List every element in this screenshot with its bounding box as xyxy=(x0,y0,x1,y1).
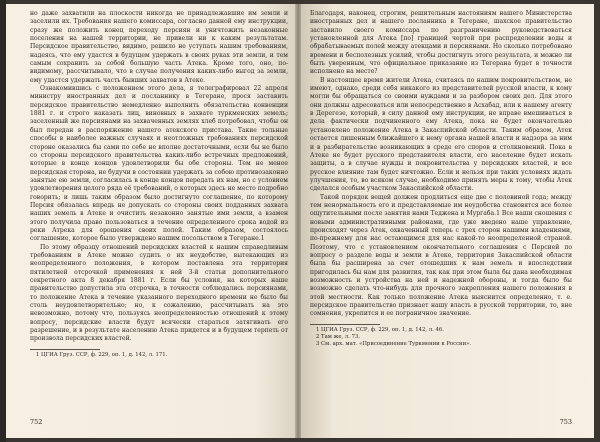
right-page-number: 753 xyxy=(559,418,572,426)
right-footnote-1: 1 ЦГИА Груз. ССР, ф. 229, оп. 1, д. 142, л. 46. xyxy=(316,326,444,333)
left-page xyxy=(6,4,298,438)
left-paragraph-3: По этому образцу отношений персидских властей к нашим справедливым требованиям в Атеке можно судить о их неудобстве, вытекающих из неопределенного положения, в котором поставлена эта территория пятилетней отсрочкой применения к ней 3-й статьи дополнительного секретного акта 8 декабря 1881 г. Если бы условия, на которых наше правительство допустила эта отсрочка, в точности соблюдались персиянами, то положение Атека в течение указанного переходного времени не было бы столь неудовлетворительно; но, к сожалению, рассчитывать на это невозможно, потому что, пользуясь неопределенностью отношений к этому вопросу, персидские власти будут всячески стараться затягивать его разрешение, и в результате населению Атека придется и в будущем терпеть от произвола персидских властей. xyxy=(30,243,288,343)
left-paragraph-1: но даже захватили на плоскости никогда не принадлежавшие им земли и заселили их. Требования нашего комиссара, согласно данной ему инструкции, сразу же положить конец переходу персиян и уничтожить незаконные поселения на нашей территории, не привели ни к каким результатам. Персидское правительство, видимо, решило не уступать нашим требованиям, надеясь, что ему удастся в будущем удержать в своих руках эти земли, и тем самым сохранить за собой большую часть Атека. Кроме того, оно, по-видимому, рассчитывало, что в случае получения каких-либо выгод за земли, ему удастся удержать часть бывших захватов в Атеке. xyxy=(30,10,288,84)
left-footnote: 1 ЦГИА Груз. ССР, ф. 229, оп. 1, д. 142, л. 171. xyxy=(36,351,168,358)
right-paragraph-1: Благодаря, наконец, строгим, решительным настояниям нашего Министерства иностранных дел и нашего посланника в Тегеране, шахское правительство заставило своего комиссара по разграничению руководствоваться установленной для Атека [по] границей чертой при распределении воды и обрабатываемых полей между атекцами и персиянами. Но сколько потребовано времени и бесполезных усилий, чтобы достигнуть этого результата, и можно ли быть уверенным, что официальное приказание из Тегерана будет в точности исполнено на месте? xyxy=(310,10,572,76)
left-page-body xyxy=(30,10,288,344)
right-footnote-2: 2 Там же, л. 73. xyxy=(316,333,361,340)
left-paragraph-2: Ознакомившись с положением этого дела, я телеграфировал 22 апреля министру иностранных дел и посланнику в Тегеране, прося заставить персидское правительство немедленно выполнить обязательства конвенции 1881 г. и строго наказать лиц, виновных в захвате туркменских земель; заселенный же персиянами на захваченных землях хлеб потребовал, чтобы он был передан в распоряжение нашего атекского пристава. Такие тольные способы в наиболее важных случаях и неотложных требованиях персидской стороне оказались бы сами по себе не вполне достаточными, если бы не было со стороны персидского правительства каких-либо встречных предложений, которые в конце концов удовлетворили бы обе стороны. Тем не менее персидская сторона, не будучи в состоянии удержать за собою противозаконно занятые ею земли, согласилась в конце концов передать их нам, но с условием удовлетворения целого ряда её требований, о которых здесь не место подробно говорить; и лишь таким образом было достигнуто соглашение, по которому Персия обязалась впредь не допускать со стороны своих подданных захвата наших земель в Атеке и очистить незаконно занятые ими земли, а взамен этого получила право пользоваться в течение определенного срока водой из реки Атрека для орошения своих полей. Таким образом, состоялось соглашение, которое было утверждено нашим посольством в Тегеране.1 xyxy=(30,85,288,243)
footnote-rule xyxy=(310,324,380,325)
right-page xyxy=(298,4,594,438)
right-paragraph-2: В настоящее время жители Атека, считаясь по нашим покровительством, не имеют, однако, среди себя никакого из представителей русской власти, к кому могли бы обращаться со своими нуждами и за разбором своих дел. Для этого они должны адресоваться или непосредственно в Асхабад, или к нашему агенту в Дерегезе, который, в силу данной ему инструкции, не вправе вмешиваться в дела фактически подчиненного ему Атека, пока не будет окончательно установлено положение Атека в Закаспийской области. Таким образом, Атек остается лишенным ближайшего к нему органа нашей власти и надзора за ним и в разбирательстве возникающих в среде его споров и столкновений. Пока в Атеке не будет русского представителя власти, его население будет искать защиты, а в случае нужды и покровительства у персидских властей, и все русское влияние там будет ничтожно. Если и нельзя при таких условиях ждать улучшения, то, во всяком случае, необходимо принять меры к тому, чтобы Атек сделался особым участком Закаспийской области. xyxy=(310,76,572,193)
right-paragraph-3: Такой порядок вещей должен продлиться еще две с половиной года; между тем ненормальность его и представляемые им неудобства становятся все более ощутительными после занятия нами Теджена и Мургаба.1 Все наши сношения с новыми административными районами, где уже введено наше управление, происходят через Атек, охваченный теперь с трех сторон нашими владениями, по-прежнему для нас остающимся для нас какой-то неопределенной страной. Поэтому, что с установлением окончательного соглашения с Персией по вопросу о разделе воды и земли в Атеке, территория Закаспийской области была бы расширена за счет отошедших к нам земель и впоследствии пригодилась бы нам для развития, так как при этом была бы дана необходимая возможность и устройства на ней и надежной обороны, и тогда было бы возможно сделать что-нибудь для прочного закрепления нашего положения в этой местности. Как только положение Атека выяснится определенно, т. е. персидское правительство признает нашу власть в русской территории, то, вне сомнения, укрепится и ее пограничное значение. xyxy=(310,193,572,318)
footnote-rule xyxy=(30,349,100,350)
right-page-body xyxy=(310,10,572,319)
left-page-number: 752 xyxy=(30,418,43,426)
book-gutter xyxy=(295,4,301,438)
right-footnote-3: 3 См. арх. мат. «Присоединение Туркмении к России». xyxy=(316,340,472,347)
